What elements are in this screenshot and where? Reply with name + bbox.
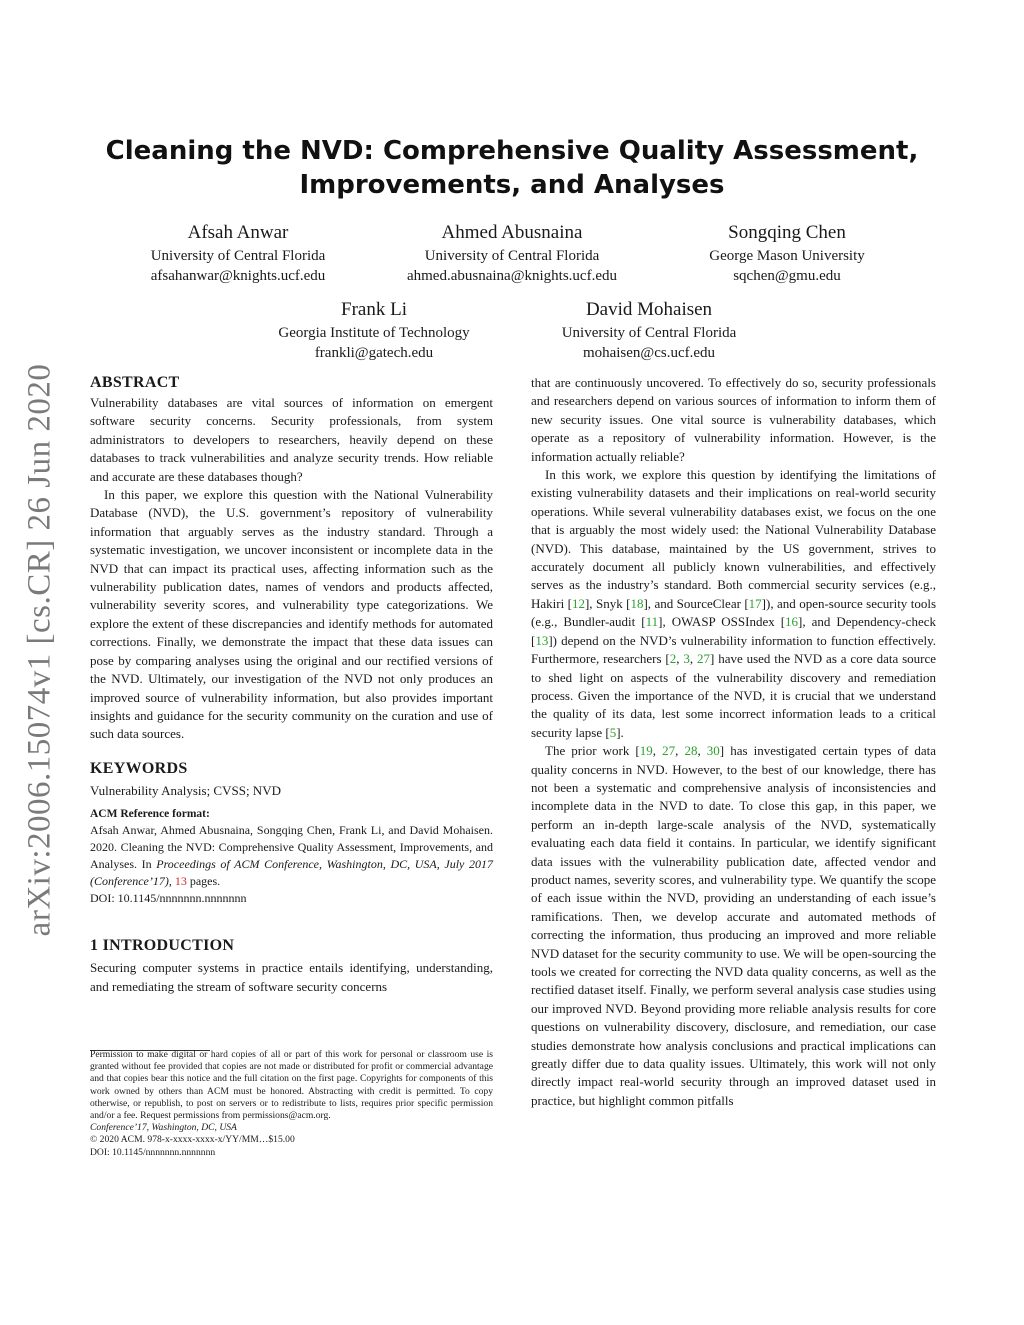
keywords-heading: KEYWORDS <box>90 759 188 777</box>
abstract-paragraph: Vulnerability databases are vital sources of information on emergent software security concerns. Security professionals, from system administrators to developers to researchers, heavily depend on these databases to track vulnerabilities and analyze security trends. How reliable and accurate are these databases though? <box>90 395 493 484</box>
acm-reference-heading: ACM Reference format: <box>90 808 210 821</box>
author-block <box>534 297 764 363</box>
citation-link[interactable]: 19 <box>639 743 653 759</box>
author-block <box>254 297 494 363</box>
conference-line: Conference’17, Washington, DC, USA <box>90 1122 237 1134</box>
author-affiliation: University of Central Florida <box>424 248 600 264</box>
right-column <box>531 374 936 1110</box>
arxiv-identifier-text: arXiv:2006.15074v1 [cs.CR] 26 Jun 2020 <box>21 363 58 937</box>
introduction-paragraph: Securing computer systems in practice entails identifying, understanding, and remediating the stream of software security concerns <box>90 960 493 994</box>
citation-link[interactable]: 27 <box>662 743 676 759</box>
author-email[interactable]: frankli@gatech.edu <box>314 345 434 361</box>
citation-link[interactable]: 11 <box>645 614 659 630</box>
citation-link[interactable]: 13 <box>535 632 549 648</box>
footnote-doi: DOI: 10.1145/nnnnnnn.nnnnnnn <box>90 1146 216 1158</box>
citation-link[interactable]: 17 <box>748 595 762 611</box>
copyright-line: © 2020 ACM. 978-x-xxxx-xxxx-x/YY/MM…$15.00 <box>90 1134 295 1146</box>
acm-ref-authors: Afsah Anwar, Ahmed Abusnaina, Songqing Chen, Frank Li, and David Mohaisen. 2020. Cleaning the NVD: Comprehensive Quality Assessment, Improvements, and Analyses. In <box>90 823 493 872</box>
acm-ref-venue: Proceedings of ACM Conference, Washington, DC, USA, July 2017 (Conference’17) <box>90 857 493 889</box>
author-block <box>677 220 897 286</box>
author-name: Frank Li <box>341 299 407 320</box>
author-name: Songqing Chen <box>728 222 846 243</box>
author-email[interactable]: ahmed.abusnaina@knights.ucf.edu <box>406 268 617 284</box>
citation-link[interactable]: 30 <box>706 743 720 759</box>
citation-link[interactable]: 27 <box>697 651 710 667</box>
author-affiliation: Georgia Institute of Technology <box>278 325 470 341</box>
author-block <box>372 220 652 286</box>
author-affiliation: University of Central Florida <box>150 248 326 264</box>
author-name: Afsah Anwar <box>187 222 289 243</box>
author-name: David Mohaisen <box>585 299 713 320</box>
author-email[interactable]: sqchen@gmu.edu <box>733 268 841 284</box>
citation-link[interactable]: 3 <box>683 651 690 667</box>
citation-link[interactable]: 18 <box>630 595 644 611</box>
acm-reference-doi: DOI: 10.1145/nnnnnnn.nnnnnnn <box>90 891 247 906</box>
introduction-heading: 1 INTRODUCTION <box>90 937 235 955</box>
abstract-heading: ABSTRACT <box>90 374 180 391</box>
author-name: Ahmed Abusnaina <box>441 222 583 243</box>
author-affiliation: George Mason University <box>709 248 865 264</box>
citation-link[interactable]: 28 <box>684 743 698 759</box>
title-line-1: Cleaning the NVD: Comprehensive Quality Assessment, <box>105 136 919 166</box>
citation-link[interactable]: 12 <box>571 595 585 611</box>
author-email[interactable]: mohaisen@cs.ucf.edu <box>582 345 716 361</box>
keywords-text: Vulnerability Analysis; CVSS; NVD <box>90 782 281 798</box>
abstract-paragraph: In this paper, we explore this question with the National Vulnerability Database (NVD), the U.S. government’s repository of vulnerability information that arguably serves as the industry standard. Through a systematic investigation, we uncover inconsistent or incomplete data in the NVD that can impact its practical uses, affecting information such as the vulnerability publication dates, names of vendors and products affected, vulnerability severity scores, and vulnerability type categorizations. We explore the extent of these discrepancies and identify methods for automated corrections. Finally, we demonstrate the impact that these data issues can pose by comparing analyses using the original and our rectified versions of the NVD. Ultimately, our investigation of the NVD not only produces an improved source of vulnerability information, but also provides important insights and guidance for the security community on the curation and use of such data sources. <box>90 487 493 742</box>
citation-link[interactable]: 2 <box>669 651 677 667</box>
permission-notice: Permission to make digital or hard copies of all or part of this work for personal or classroom use is granted without fee provided that copies are not made or distributed for profit or commercial advantage and that copies bear this notice and the full citation on the first page. Copyrights for components of this work owned by others than ACM must be honored. Abstracting with credit is permitted. To copy otherwise, or republish, to post on servers or to redistribute to lists, requires prior specific permission and/or a fee. Request permissions from permissions@acm.org. <box>90 1049 493 1122</box>
author-block <box>118 220 358 286</box>
intro-paragraph: The prior work [19, 27, 28, 30] has investigated certain types of data quality concerns in NVD. However, to the best of our knowledge, there has not been a systematic and comprehensive analysis of inconsistencies and incomplete data in the NVD to date. To close this gap, in this paper, we perform an in-depth large-scale analysis of the NVD, systematically evaluating each data field it contains. In particular, we identify significant data issues with the vulnerability publication date, affected vendor and product names, severity scores, and vulnerability type. We quantify the scope of each issue within the NVD, providing an understanding of each issue’s ramifications. Then, we develop accurate and automated methods of correcting the information, thus producing an improved and more reliable NVD dataset for the security community to use. We will be open-sourcing the tools we created for correcting the NVD data quality concerns, as well as the rectified dataset itself. Finally, we perform several analysis case studies using our improved NVD. Beyond providing more reliable analysis results for core questions on vulnerability discovery, disclosure, and remediation, our case studies demonstrate how analysis conclusions and practical implications can greatly differ due to data quality issues. Ultimately, this work will not only directly impact real-world security through an improved dataset used in practice, but highlight common pitfalls <box>531 743 937 1108</box>
citation-link[interactable]: 16 <box>785 614 799 630</box>
intro-paragraph: that are continuously uncovered. To effectively do so, security professionals and researchers depend on various sources of information to inform them of new security issues. One vital source is vulnerability databases, which operate as a repository of vulnerability information. However, is the information actually reliable? <box>531 375 936 464</box>
intro-paragraph: In this work, we explore this question by identifying the limitations of existing vulnerability datasets and their implications on real-world security operations. While several vulnerability databases exist, we focus on the one that is arguably the most widely used: the National Vulnerability Database (NVD). This database, maintained by the US government, strives to accurately document all publicly known vulnerabilities, and effectively serves as the industry’s standard. Both commercial security services (e.g., Hakiri [12], Snyk [18], and SourceClear [17]), and open-source security tools (e.g., Bundler-audit [11], OWASP OSSIndex [16], and Dependency-check [13]) depend on the NVD’s vulnerability information to function effectively. Furthermore, researchers [2, 3, 27] have used the NVD as a core data source to shed light on aspects of the vulnerability discovery and remediation process. Given the importance of the NVD, it is crucial that we understand the quality of its data, lest some incorrect information leads to a critical security lapse [5]. <box>531 467 937 740</box>
copyright-footnote <box>90 1049 493 1159</box>
author-email[interactable]: afsahanwar@knights.ucf.edu <box>150 268 326 284</box>
title-line-2: Improvements, and Analyses <box>299 170 725 200</box>
citation-link[interactable]: 5 <box>609 724 617 740</box>
page-count-link[interactable]: 13 <box>174 874 187 889</box>
left-column <box>90 372 493 996</box>
paper-title <box>100 134 924 202</box>
author-affiliation: University of Central Florida <box>561 325 737 341</box>
acm-reference-text: Afsah Anwar, Ahmed Abusnaina, Songqing Chen, Frank Li, and David Mohaisen. 2020. Cleaning the NVD: Comprehensive Quality Assessment, Improvements, and Analyses. In Proceedings of ACM Conference, Washington, DC, USA, July 2017 (Conference’17), 13 pages. <box>90 823 493 889</box>
